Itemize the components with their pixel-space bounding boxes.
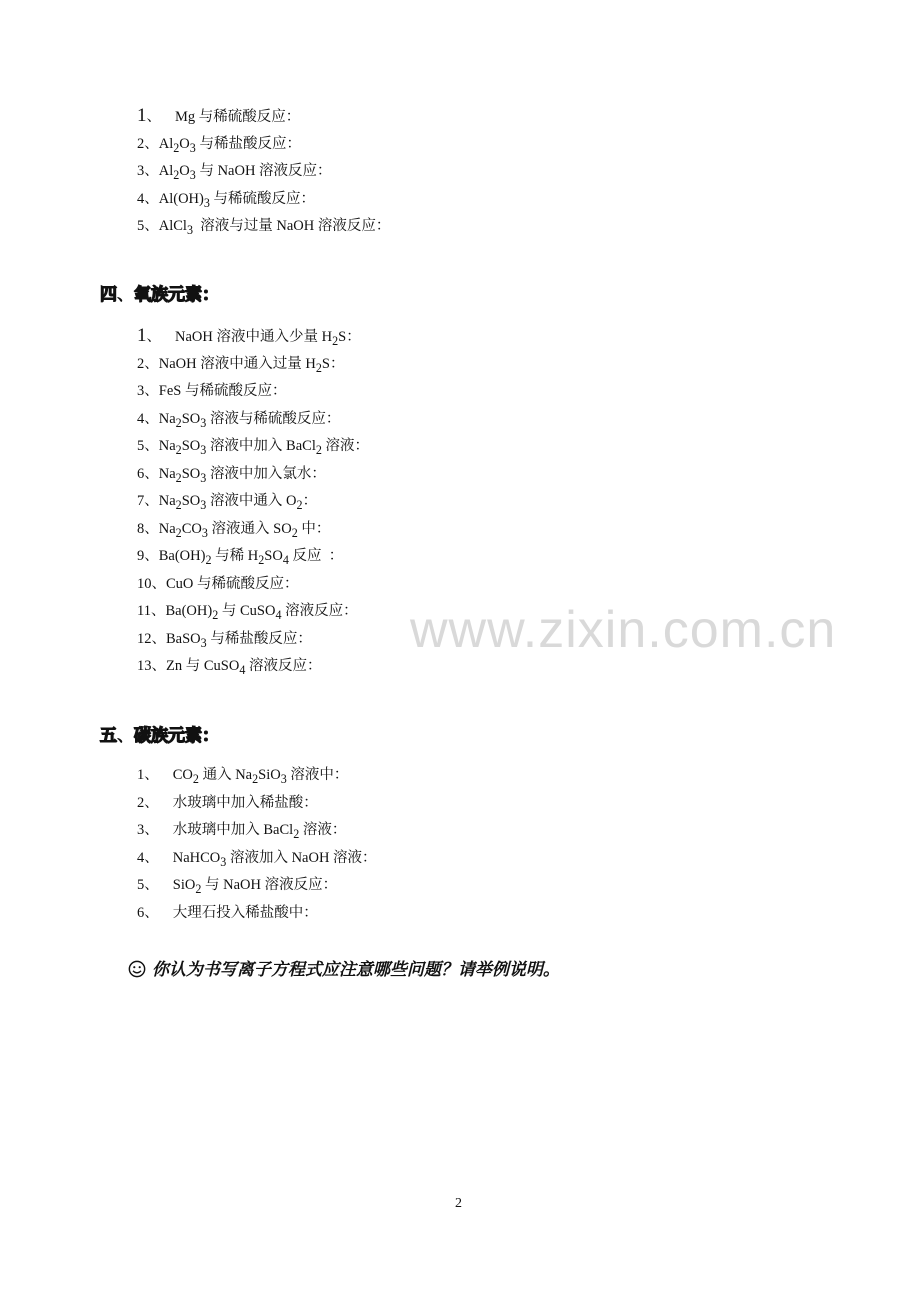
item-separator: 、 [144,190,159,207]
list-item [137,162,332,184]
item-separator: 、 [144,218,159,234]
item-separator: 、 [151,658,166,674]
list-item [137,657,322,679]
item-number: 4 [137,849,145,866]
item-separator: 、 [144,493,159,509]
item-number: 3 [137,163,145,179]
item-number: 5 [137,877,145,893]
list-item [137,410,340,432]
item-text: 水玻璃中加入 BaCl$_2$ 溶液： [172,822,347,841]
item-text: $Al_2O_3$ 与 NaOH 溶液反应： [158,163,332,182]
item-text: NaOH 溶液中通入过量 $H_2S$： [158,355,345,375]
item-number: 7 [137,493,145,509]
item-number: 6 [137,465,145,482]
list-item [137,492,317,514]
watermark: www.zixin.com.cn [410,601,837,659]
item-text: $Na_2CO_3$ 溶液通入 $SO_2$ 中： [158,520,331,540]
list-item [137,437,369,459]
list-item [137,107,300,126]
item-text: $Al_2O_3$ 与稀盐酸反应： [158,135,301,155]
item-separator: 、 [144,794,159,811]
list-item [137,327,361,350]
item-separator: 、 [144,904,159,921]
item-number: 5 [137,438,145,454]
item-separator: 、 [144,465,159,482]
discussion-question: 你认为书写离子方程式应注意哪些问题？请举例说明。 [128,959,560,981]
list-item [137,821,346,843]
list-item [137,135,301,157]
item-separator: 、 [144,163,159,179]
item-number: 2 [137,355,145,372]
item-number: 12 [137,630,152,647]
item-text: 大理石投入稀盐酸中： [172,904,318,921]
item-text: NaOH 溶液中通入少量 $H_2S$： [175,329,361,348]
item-number: 6 [137,904,145,921]
item-number: 2 [137,135,145,152]
list-item [137,190,315,212]
item-number: 3 [137,383,145,399]
item-number: 1 [137,767,145,783]
item-text: 水玻璃中加入稀盐酸： [172,794,318,811]
list-item [137,630,312,652]
item-number: 13 [137,658,152,674]
item-text: $Na_2SO_3$ 溶液与稀硫酸反应： [158,410,341,430]
list-item [137,904,318,922]
item-text: BaSO$_3$ 与稀盐酸反应： [166,630,312,650]
item-text: CuO 与稀硫酸反应： [166,575,299,592]
item-separator: 、 [144,410,159,427]
item-text: FeS 与稀硫酸反应： [158,383,287,399]
item-number: 1 [137,105,147,126]
item-separator: 、 [146,109,161,125]
item-number: 2 [137,794,145,811]
item-text: $Al(OH)_3$ 与稀硫酸反应： [158,190,316,210]
list-item [137,382,286,400]
item-separator: 、 [144,135,159,152]
item-separator: 、 [146,329,161,345]
list-item [137,217,390,239]
list-item [137,520,330,542]
item-separator: 、 [150,603,166,619]
item-separator: 、 [144,383,159,399]
item-text: $CO_2$ 通入 $Na_2SiO_3$ 溶液中： [172,767,349,786]
item-separator: 、 [144,767,159,783]
item-number: 9 [137,548,145,564]
item-number: 10 [137,575,152,592]
list-item [137,547,343,569]
item-separator: 、 [144,520,159,537]
item-number: 4 [137,410,145,427]
list-item [137,465,326,487]
list-item [137,876,337,898]
item-number: 8 [137,520,145,537]
item-separator: 、 [144,822,159,838]
smiley-icon [128,960,146,978]
item-number: 3 [137,822,145,838]
item-separator: 、 [151,575,166,592]
item-number: 5 [137,218,145,234]
list-item [137,575,299,593]
item-separator: 、 [151,630,166,647]
page-number: 2 [455,1196,462,1211]
section-4-heading: 四、氧族元素： [100,285,219,305]
item-separator: 、 [144,548,159,564]
list-item [137,794,318,812]
item-text: $Na_2SO_3$ 溶液中加入氯水： [158,465,326,485]
item-separator: 、 [144,438,159,454]
list-item [137,355,344,377]
item-separator: 、 [144,849,159,866]
item-text: $Ba(OH)_2$ 与 CuSO$_4$ 溶液反应： [165,603,358,622]
item-text: SiO$_2$ 与 NaOH 溶液反应： [172,877,338,896]
section-5-heading: 五、碳族元素： [100,726,219,746]
item-text: NaHCO$_3$ 溶液加入 NaOH 溶液： [172,849,377,869]
item-number: 11 [137,603,151,619]
item-text: $Ba(OH)_2$ 与稀 $H_2SO_4$ 反应 ： [158,548,344,567]
item-number: 1 [137,325,147,346]
item-separator: 、 [144,355,159,372]
list-item [137,602,358,624]
item-separator: 、 [144,877,159,893]
item-number: 4 [137,190,145,207]
item-text: Mg 与稀硫酸反应： [175,109,301,125]
item-text: $Na_2SO_3$ 溶液中加入 BaCl$_2$ 溶液： [158,438,370,457]
item-text: $Na_2SO_3$ 溶液中通入 $O_2$： [158,493,318,512]
list-item [137,766,348,788]
item-text: AlCl$_3$ 溶液与过量 NaOH 溶液反应： [158,218,391,237]
list-item [137,849,377,871]
item-text: Zn 与 CuSO$_4$ 溶液反应： [166,658,322,677]
